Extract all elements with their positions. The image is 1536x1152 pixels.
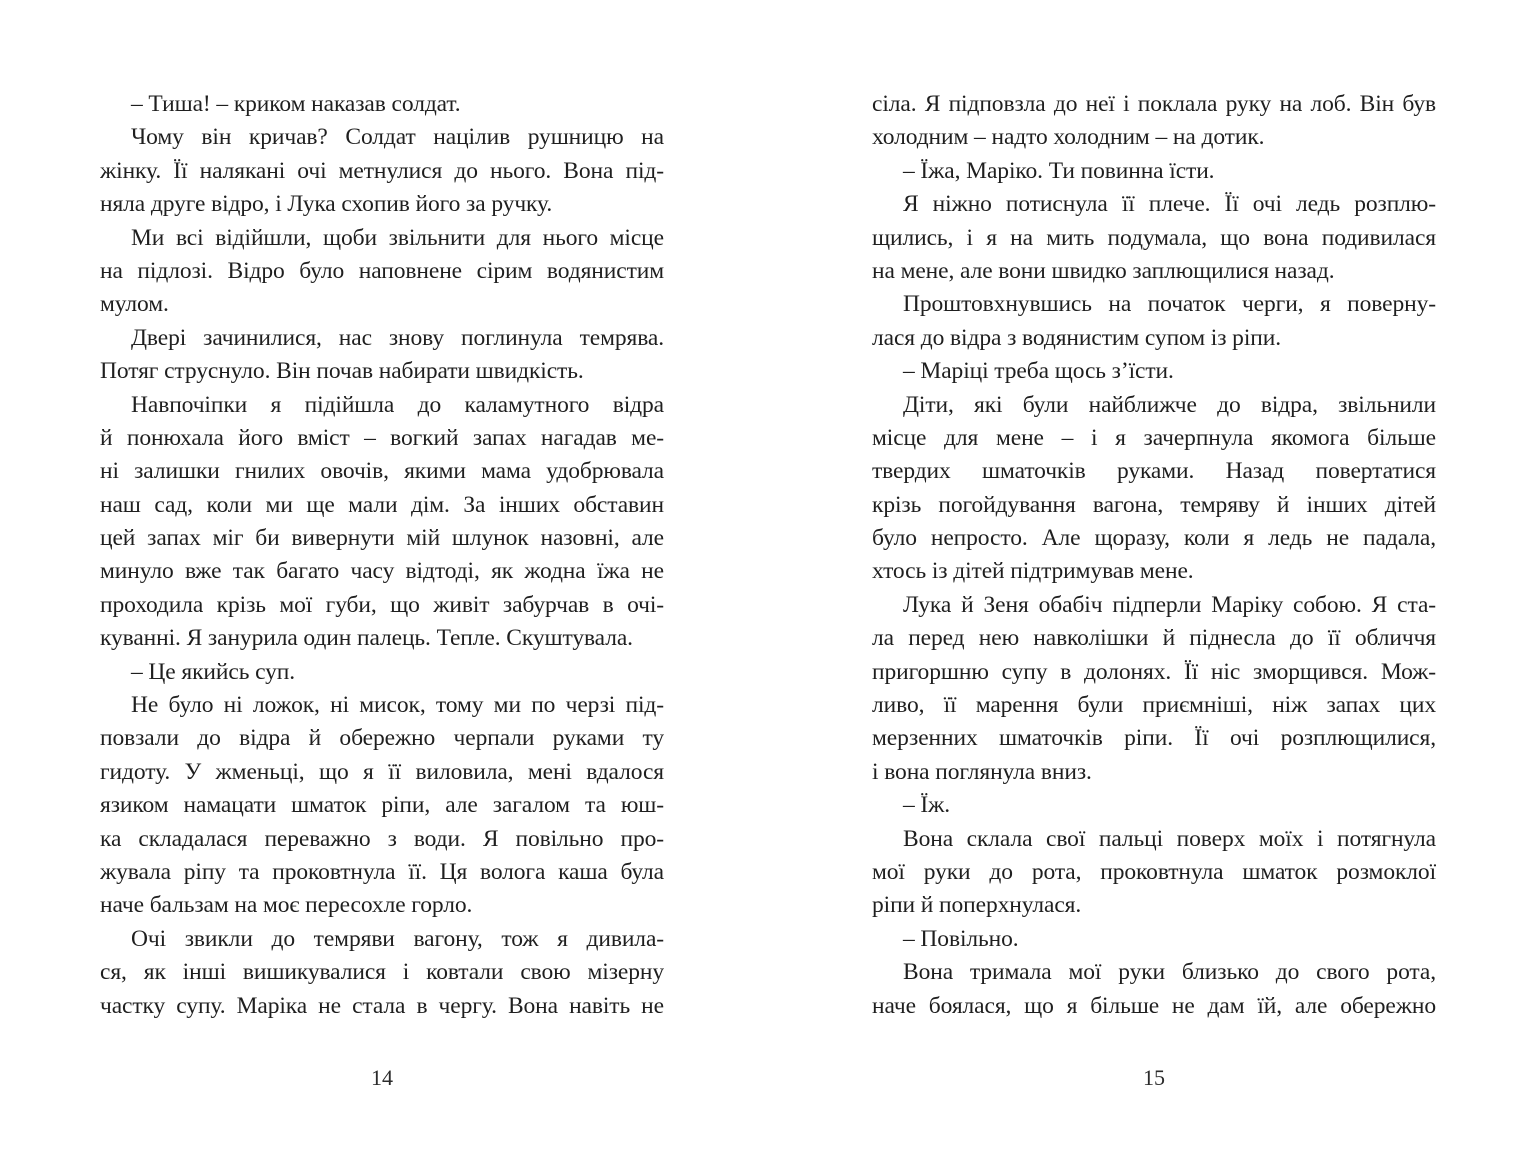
- text-line: лася до відра з водянистим супом із ріпи.: [872, 324, 1281, 351]
- text-line: мої руки до рота, проковтнула шматок розмоклої: [872, 858, 1436, 885]
- text-line: проходила крізь мої губи, що живіт забурчав в очі-: [100, 591, 664, 618]
- text-line: гидоту. У жменьці, що я її виловила, мені вдалося: [100, 758, 664, 785]
- text-line: ливо, її марення були приємніші, ніж запах цих: [872, 692, 1436, 719]
- text-line: минуло вже так багато часу відтоді, як жодна їжа не: [100, 558, 664, 585]
- text-line: – Тиша! – криком наказав солдат.: [131, 91, 461, 117]
- text-line: – Це якийсь суп.: [131, 658, 296, 685]
- text-line: Навпочіпки я підійшла до каламутного відра: [131, 391, 664, 418]
- text-line: – Маріці треба щось з’їсти.: [903, 358, 1174, 385]
- text-line: пригоршню супу в долонях. Її ніс зморщився. Мож-: [872, 658, 1436, 685]
- text-line: Лука й Зеня обабіч підперли Маріку собою. Я ста-: [903, 591, 1436, 618]
- text-line: Проштовхнувшись на початок черги, я поверну-: [903, 291, 1436, 318]
- text-line: язиком намацати шматок ріпи, але загалом та юш-: [100, 792, 664, 819]
- text-line: твердих шматочків руками. Назад повертатися: [872, 458, 1436, 485]
- text-line: місце для мене – і я зачерпнула якомога більше: [872, 424, 1436, 451]
- text-line: Чому він кричав? Солдат націлив рушницю на: [131, 124, 664, 151]
- text-line: мулом.: [100, 291, 169, 318]
- text-line: – Їж.: [903, 792, 951, 819]
- text-line: ка складалася переважно з води. Я повільно про-: [100, 825, 664, 852]
- text-line: ла перед нею навколішки й піднесла до її обличчя: [872, 625, 1436, 652]
- text-line: Двері зачинилися, нас знову поглинула темрява.: [131, 324, 664, 351]
- page-14-text-column: [100, 88, 664, 1023]
- text-line: няла друге відро, і Лука схопив його за ручку.: [100, 191, 553, 218]
- text-line: й понюхала його вміст – вогкий запах нагадав ме-: [100, 424, 664, 451]
- text-line: Очі звикли до темряви вагону, тож я дивила-: [131, 925, 664, 952]
- text-line: ся, як інші вишикувалися і ковтали свою мізерну: [100, 959, 664, 986]
- text-line: Не було ні ложок, ні мисок, тому ми по черзі під-: [131, 692, 664, 719]
- text-line: сіла. Я підповзла до неї і поклала руку на лоб. Він був: [872, 91, 1436, 117]
- text-line: хтось із дітей підтримував мене.: [872, 558, 1194, 585]
- page-15-number: 15: [1143, 1065, 1165, 1090]
- text-line: і вона поглянула вниз.: [872, 758, 1092, 785]
- text-line: Вона склала свої пальці поверх моїх і потягнула: [903, 825, 1436, 852]
- text-line: повзали до відра й обережно черпали руками ту: [100, 725, 664, 752]
- text-line: – Їжа, Маріко. Ти повинна їсти.: [903, 157, 1215, 184]
- text-line: на мене, але вони швидко заплющилися назад.: [872, 257, 1335, 284]
- text-line: ріпи й поперхнулася.: [872, 892, 1082, 919]
- text-line: Я ніжно потиснула її плече. Її очі ледь розплю-: [903, 191, 1436, 218]
- text-line: наш сад, коли ми ще мали дім. За інших обставин: [100, 491, 664, 518]
- text-line: Діти, які були найближче до відра, звільнили: [903, 391, 1436, 418]
- text-line: жінку. Її налякані очі метнулися до нього. Вона під-: [100, 157, 664, 184]
- text-line: куванні. Я занурила один палець. Тепле. Скуштувала.: [100, 625, 633, 652]
- text-line: щились, і я на мить подумала, що вона подивилася: [872, 224, 1436, 251]
- text-line: наче бальзам на моє пересохле горло.: [100, 892, 473, 919]
- text-line: холодним – надто холодним – на дотик.: [872, 124, 1265, 151]
- text-line: крізь погойдування вагона, темряву й інших дітей: [872, 491, 1436, 518]
- text-line: Вона тримала мої руки близько до свого рота,: [903, 959, 1436, 986]
- text-line: мерзенних шматочків ріпи. Її очі розплющилися,: [872, 725, 1436, 752]
- text-line: частку супу. Маріка не стала в чергу. Вона навіть не: [100, 992, 664, 1019]
- text-line: наче боялася, що я більше не дам їй, але обережно: [872, 992, 1436, 1019]
- text-line: Ми всі відійшли, щоби звільнити для нього місце: [131, 224, 664, 251]
- text-line: цей запах міг би вивернути мій шлунок назовні, але: [100, 525, 664, 552]
- text-line: – Повільно.: [903, 925, 1019, 952]
- text-line: жувала ріпу та проковтнула її. Ця волога каша була: [100, 858, 664, 885]
- text-line: на підлозі. Відро було наповнене сірим водянистим: [100, 257, 664, 284]
- page-15-text-column: [872, 88, 1436, 1023]
- text-line: було непросто. Але щоразу, коли я ледь не падала,: [872, 525, 1436, 552]
- text-line: ні залишки гнилих овочів, якими мама удобрювала: [100, 458, 664, 485]
- page-14-number: 14: [371, 1065, 393, 1090]
- text-line: Потяг струснуло. Він почав набирати швидкість.: [100, 358, 584, 385]
